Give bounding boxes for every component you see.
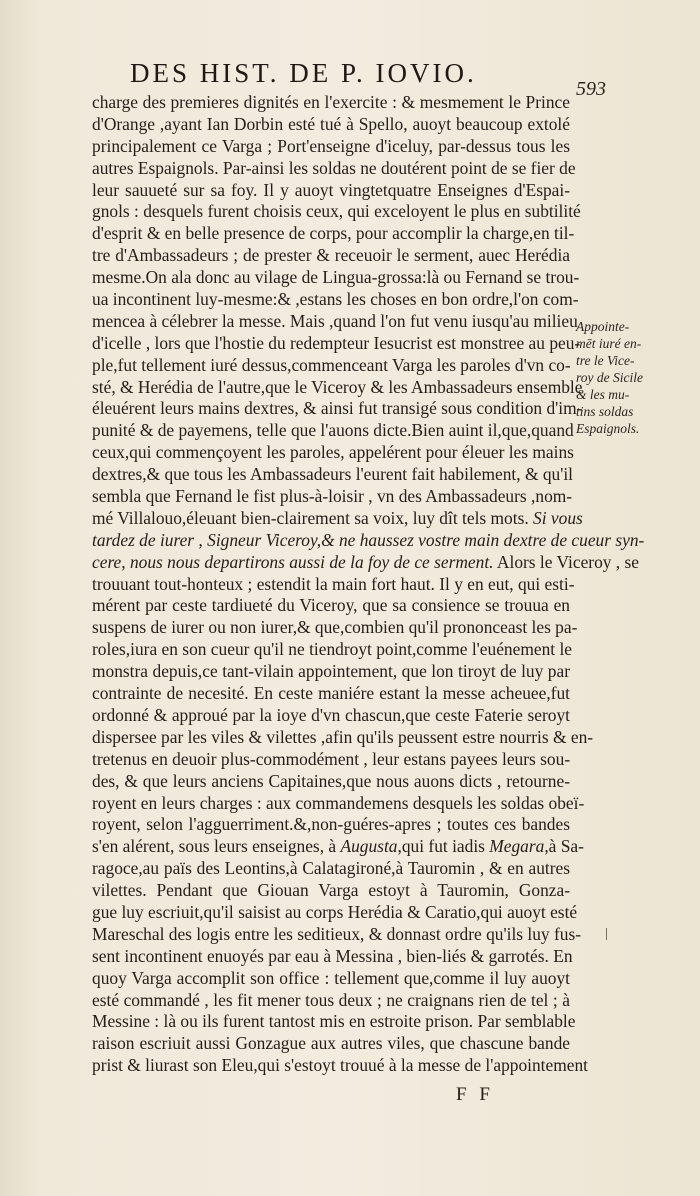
text-line-roman: ,qui fut iadis [397, 836, 490, 857]
text-line: autres Espaignols. Par-ainsi les soldas ne doutérent point de se fier de [92, 157, 576, 178]
text-line: d'esprit & en belle presence de corps, pour accomplir la charge,en til- [92, 223, 575, 244]
text-line-roman: Alors le Viceroy , se [496, 551, 639, 572]
text-line: prist & liurast son Eleu,qui s'estoyt trouué à la messe de l'appointement [92, 1055, 589, 1076]
text-line [92, 507, 583, 530]
text-line: ceux,qui commençoyent les paroles, appelérent pour éleuer les mains [92, 442, 574, 463]
margin-note-line: Espaignols. [576, 421, 640, 436]
text-line: royent, selon l'agguerriment.&,non-guéres-apres ; toutes ces bandes [92, 814, 570, 835]
text-line: trouuant tout-honteux ; estendit la main fort haut. Il y en eut, qui esti- [92, 573, 575, 594]
margin-note-line: & les mu- [576, 387, 630, 402]
text-line: charge des premieres dignités en l'exercite : & mesmement le Prince [92, 92, 570, 112]
text-line: punité & de payemens, telle que l'auons dicte.Bien auint il,que,quand [92, 420, 574, 441]
text-line: Messine : là ou ils furent tantost mis en estroite prison. Par semblable [92, 1011, 576, 1032]
signature-mark: F F [456, 1084, 494, 1105]
text-line: sent incontinent enuoyés par eau à Messina , bien-liés & garrotés. En [92, 945, 573, 966]
text-line: tre d'Ambassadeurs ; de prester & receuoir le serment, auec Herédia [92, 245, 570, 266]
margin-note-line: tins soldas [576, 404, 634, 419]
text-line-roman: mé Villalouo,éleuant bien-clairement sa voix, luy dît tels mots. [92, 507, 534, 528]
text-line: sembla que Fernand le fist plus-à-loisir , vn des Ambassadeurs ,nom- [92, 486, 573, 507]
text-line [92, 551, 639, 574]
place-name-augusta: Augusta [340, 836, 398, 857]
text-line: sté, & Herédia de l'autre,que le Viceroy & les Ambassadeurs ensemble [92, 376, 583, 397]
text-line: dispersee par les viles & vilettes ,afin qu'ils peussent estre nourris & en- [92, 726, 594, 747]
margin-note-line: mēt iuré en- [576, 336, 642, 351]
page-number: 593 [576, 78, 606, 100]
margin-note-line: roy de Sicile [576, 370, 643, 385]
text-line-roman: ,à Sa- [544, 836, 584, 857]
text-line: éleuérent leurs mains dextres, & ainsi fut transigé sous condition d'im- [92, 398, 583, 419]
text-line [92, 836, 584, 858]
margin-tick-mark [606, 928, 607, 940]
running-head: DES HIST. DE P. IOVIO. [130, 58, 477, 88]
margin-note-line: tre le Vice- [576, 353, 635, 368]
text-line: suspens de iurer ou non iurer,& que,combien qu'il prononceast les pa- [92, 617, 578, 638]
text-line-roman: s'en alérent, sous leurs enseignes, à [92, 836, 341, 857]
text-line: mencea à célebrer la messe. Mais ,quand l'on fut venu iusqu'au milieu [92, 310, 578, 331]
text-line: principalement ce Varga ; Port'enseigne d'iceluy, par-dessus tous les [92, 135, 570, 156]
text-line: mérent par ceste tardiueté du Viceroy, que sa consience se trouua en [92, 595, 570, 616]
text-line: mesme.On ala donc au vilage de Lingua-grossa:là ou Fernand se trou- [92, 267, 580, 288]
place-name-megara: Megara [489, 836, 545, 857]
text-line: gue luy escriuit,qu'il saisist au corps Herédia & Caratio,qui auoyt esté [92, 901, 578, 922]
text-line: quoy Varga accomplit son office : tellement que,comme il luy auoyt [92, 967, 570, 988]
text-line: roles,iura en son cueur qu'il ne tiendroyt point,comme l'euénement le [92, 639, 573, 660]
text-line: tretenus en deuoir plus-commodément , leur estans payees leurs sou- [92, 748, 571, 769]
italic-quote-end: cere, nous nous departirons aussi de la foy de ce serment. [92, 551, 494, 572]
italic-quote: Si vous [533, 507, 583, 528]
italic-quote-line: tardez de iurer , Signeur Viceroy,& ne haussez vostre main dextre de cueur syn- [92, 529, 645, 550]
text-line: dextres,& que tous les Ambassadeurs l'eurent fait habilement, & qu'il [92, 464, 574, 485]
text-line: ua incontinent luy-mesme:& ,estans les choses en bon ordre,l'on com- [92, 289, 579, 310]
text-line: ragoce,au païs des Leontins,à Calatagironé,à Tauromin , & en autres [92, 858, 570, 879]
text-line: d'Orange ,ayant Ian Dorbin esté tué à Spello, auoyt beaucoup extolé [92, 113, 570, 134]
margin-note [576, 318, 668, 437]
text-line: contrainte de necesité. En ceste maniére estant la messe acheuee,fut [92, 683, 570, 704]
text-line: vilettes. Pendant que Giouan Varga estoyt à Tauromin, Gonza- [92, 880, 570, 901]
text-line: leur sauueté sur sa foy. Il y auoyt vingtetquatre Enseignes d'Espai- [92, 179, 570, 200]
text-line: raison escriuit aussi Gonzague aux autres viles, que chascune bande [92, 1033, 570, 1054]
text-line: Mareschal des logis entre les seditieux, & donnast ordre qu'ils luy fus- [92, 923, 582, 944]
text-line: des, & que leurs anciens Capitaines,que nous auons dicts , retourne- [92, 770, 570, 791]
text-line: esté commandé , les fit mener tous deux ; ne craignans rien de tel ; à [92, 989, 570, 1010]
margin-note-line: Appointe- [576, 319, 630, 334]
text-line: ordonné & approué par la ioye d'vn chascun,que ceste Faterie seroyt [92, 704, 570, 725]
text-line: royent en leurs charges : aux commandemens desquels les soldas obeï- [92, 792, 585, 813]
text-line: ple,fut tellement iuré dessus,commenceant Varga les paroles d'vn co- [92, 354, 571, 375]
text-line: monstra depuis,ce tant-vilain appointement, que lon tiroyt de luy par [92, 661, 570, 682]
text-line: gnols : desquels furent choisis ceux, qui exceloyent le plus en subtilité [92, 201, 581, 222]
text-line: d'icelle , lors que l'hostie du redempteur Iesucrist est monstree au peu- [92, 332, 581, 353]
